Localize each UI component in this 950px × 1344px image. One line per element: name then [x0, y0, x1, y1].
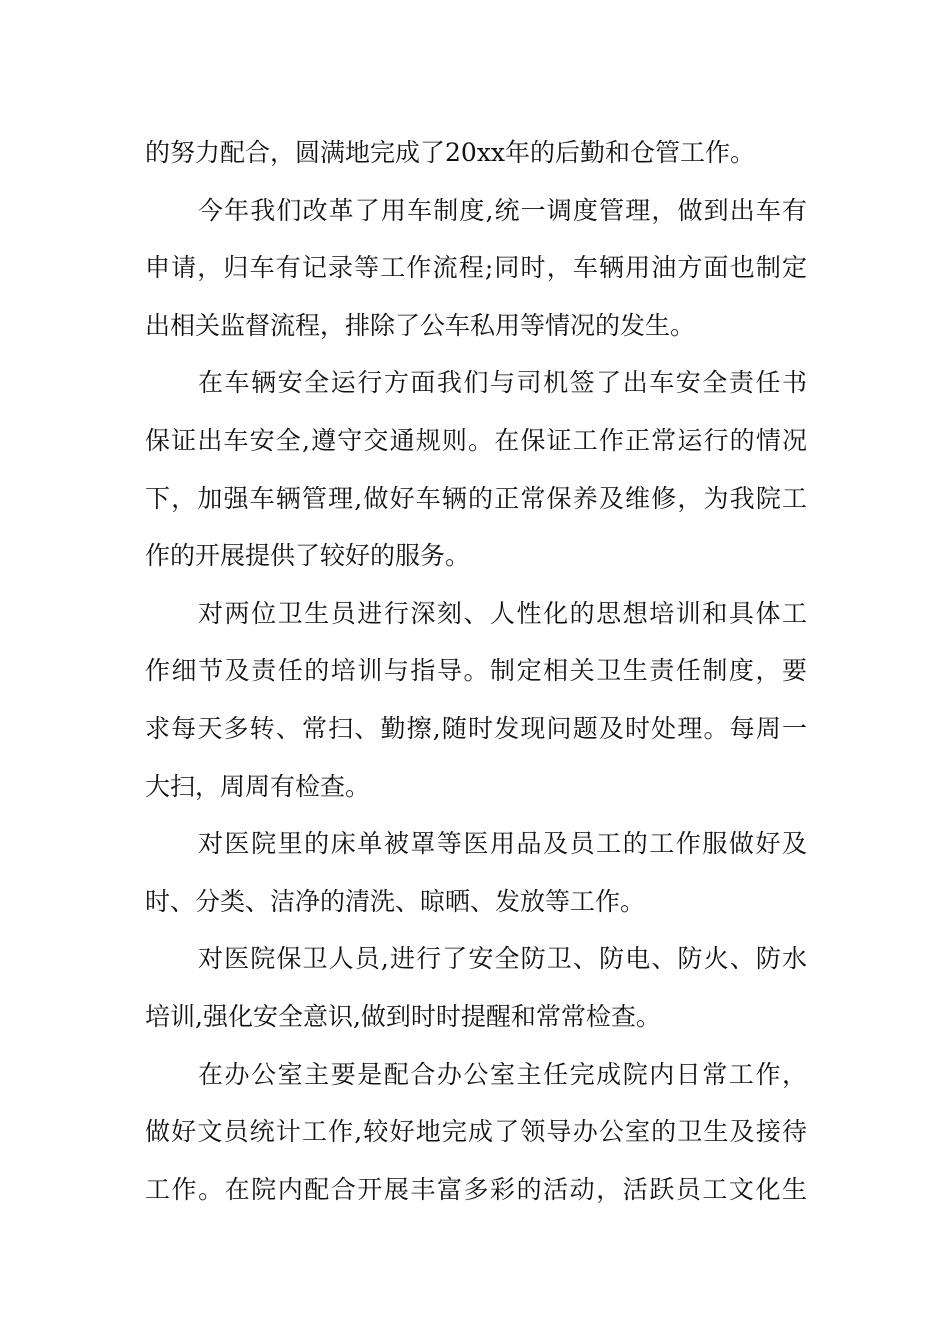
text-line: 对两位卫生员进行深刻、人性化的思想培训和具体工 [198, 598, 807, 628]
paragraph-5 [145, 815, 807, 930]
text-line: 在车辆安全运行方面我们与司机签了出车安全责任书 [198, 368, 807, 398]
text-line: 对医院里的床单被罩等医用品及员工的工作服做好及 [198, 829, 807, 859]
text-line: 在办公室主要是配合办公室主任完成院内日常工作， [198, 1059, 807, 1089]
document-body [145, 124, 807, 1218]
paragraph-4 [145, 585, 807, 815]
text-line: 求每天多转、常扫、勤擦,随时发现问题及时处理。每周一 [145, 713, 807, 743]
text-line: 大扫，周周有检查。 [145, 771, 371, 801]
text-line: 保证出车安全,遵守交通规则。在保证工作正常运行的情况 [145, 425, 807, 455]
text-line: 对医院保卫人员,进行了安全防卫、防电、防火、防水 [198, 944, 807, 974]
text-line: 出相关监督流程，排除了公车私用等情况的发生。 [145, 310, 696, 340]
text-line: 培训,强化安全意识,做到时时提醒和常常检查。 [145, 1001, 661, 1031]
text-line: 工作。在院内配合开展丰富多彩的活动，活跃员工文化生 [145, 1174, 807, 1204]
text-line: 申请，归车有记录等工作流程;同时，车辆用油方面也制定 [145, 253, 807, 283]
paragraph-7 [145, 1046, 807, 1219]
text-line: 下，加强车辆管理,做好车辆的正常保养及维修，为我院工 [145, 483, 807, 513]
text-line: 时、分类、洁净的清洗、晾晒、发放等工作。 [145, 886, 646, 916]
text-line: 今年我们改革了用车制度,统一调度管理，做到出车有 [198, 195, 807, 225]
text-line: 的努力配合，圆满地完成了20xx年的后勤和仓管工作。 [145, 138, 756, 167]
paragraph-3 [145, 354, 807, 584]
text-line: 作的开展提供了较好的服务。 [145, 541, 471, 571]
paragraph-1 [145, 124, 807, 182]
paragraph-2 [145, 182, 807, 355]
text-line: 做好文员统计工作,较好地完成了领导办公室的卫生及接待 [145, 1117, 807, 1147]
text-line: 作细节及责任的培训与指导。制定相关卫生责任制度，要 [145, 656, 807, 686]
paragraph-6 [145, 930, 807, 1045]
